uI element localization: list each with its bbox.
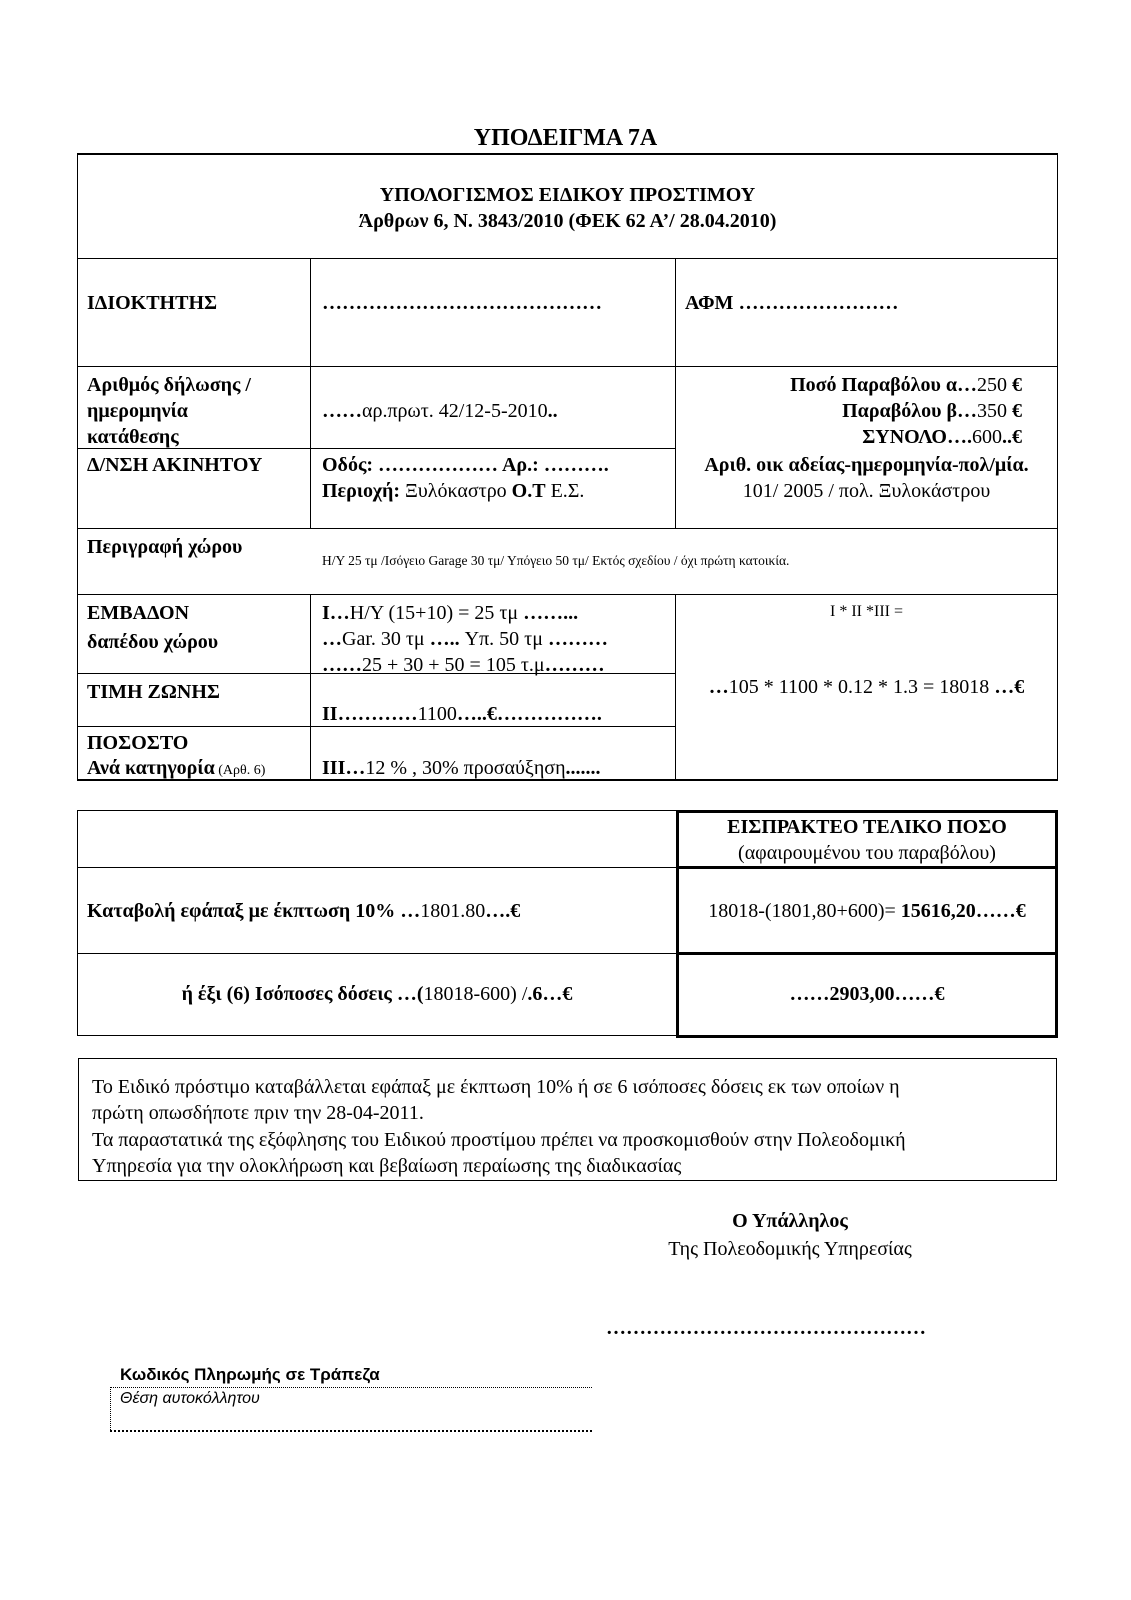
percentage-label-1: ΠΟΣΟΣΤΟ bbox=[87, 732, 189, 754]
declaration-label-2: ημερομηνία bbox=[87, 400, 188, 422]
signature-subtitle: Της Πολεοδομικής Υπηρεσίας bbox=[668, 1238, 912, 1260]
afm-label: ΑΦΜ bbox=[685, 292, 734, 314]
final-amount-subheader: (αφαιρουμένου του παραβόλου) bbox=[738, 842, 996, 864]
permit-label: Αριθ. οικ αδείας-ημερομηνία-πολ/μία. bbox=[704, 454, 1029, 476]
address-label: Δ/ΝΣΗ ΑΚΙΝΗΤΟΥ bbox=[87, 454, 263, 476]
notes-line-1: Το Ειδικό πρόστιμο καταβάλλεται εφάπαξ με έκπτωση 10% ή σε 6 ισόποσες δόσεις εκ των οποίων η bbox=[92, 1076, 900, 1098]
sticker-placeholder: Θέση αυτοκόλλητου bbox=[120, 1390, 260, 1407]
zone-price-value: ΙΙ…………1100…..€……………. bbox=[322, 703, 602, 725]
permit-value: 101/ 2005 / πολ. Ξυλοκάστρου bbox=[742, 480, 991, 502]
signature-title: Ο Υπάλληλος bbox=[732, 1210, 848, 1232]
percentage-value: ΙΙΙ…12 % , 30% προσαύξηση....... bbox=[322, 757, 601, 779]
area-label-1: ΕΜΒΑΔΟΝ bbox=[87, 602, 190, 624]
owner-label: ΙΔΙΟΚΤΗΤΗΣ bbox=[87, 292, 218, 314]
area-line-2: …Gar. 30 τμ ….. Υπ. 50 τμ ……… bbox=[322, 628, 608, 650]
declaration-value: ……αρ.πρωτ. 42/12-5-2010.. bbox=[322, 400, 558, 422]
formula-result: …105 * 1100 * 0.12 * 1.3 = 18018 …€ bbox=[708, 676, 1025, 698]
document-title: ΥΠΟΔΕΙΓΜΑ 7Α bbox=[473, 125, 658, 151]
afm-value: …………………… bbox=[738, 292, 899, 314]
area-line-3: ……25 + 30 + 50 = 105 τ.μ……… bbox=[322, 654, 605, 676]
notes-line-4: Υπηρεσία για την ολοκλήρωση και βεβαίωση περαίωσης της διαδικασίας bbox=[92, 1155, 682, 1177]
space-description-value: Η/Υ 25 τμ /Ισόγειο Garage 30 τμ/ Υπόγειο 50 τμ/ Εκτός σχεδίου / όχι πρώτη κατοικία. bbox=[322, 553, 790, 568]
area-label-2: δαπέδου χώρου bbox=[87, 631, 219, 653]
area-line-1: Ι…Η/Υ (15+10) = 25 τμ ……... bbox=[322, 602, 579, 624]
header-law-reference: Άρθρων 6, Ν. 3843/2010 (ΦΕΚ 62 Α’/ 28.04.2010) bbox=[358, 210, 777, 232]
final-amount-header: ΕΙΣΠΡΑΚΤΕΟ ΤΕΛΙΚΟ ΠΟΣΟ bbox=[727, 816, 1007, 838]
installment-amount: ……2903,00……€ bbox=[789, 983, 945, 1005]
bank-code-label: Κωδικός Πληρωμής σε Τράπεζα bbox=[120, 1365, 380, 1384]
lump-sum-final: 18018-(1801,80+600)= 15616,20……€ bbox=[708, 900, 1026, 922]
notes-line-2: πρώτη οπωσδήποτε πριν την 28-04-2011. bbox=[92, 1102, 424, 1124]
street-field: Οδός: ……………… Αρ.: ………. bbox=[322, 454, 609, 476]
signature-line: ………………………………………… bbox=[606, 1317, 926, 1339]
lump-sum-label: Καταβολή εφάπαξ με έκπτωση 10% …1801.80….€ bbox=[87, 900, 521, 922]
header-title: ΥΠΟΛΟΓΙΣΜΟΣ ΕΙΔΙΚΟΥ ΠΡΟΣΤΙΜΟΥ bbox=[379, 184, 756, 206]
percentage-label-2: Ανά κατηγορία (Αρθ. 6) bbox=[87, 757, 266, 779]
fee-b: Παραβόλου β…350 € bbox=[842, 400, 1022, 422]
afm-field bbox=[685, 290, 898, 316]
fee-total: ΣΥΝΟΛΟ….600..€ bbox=[862, 426, 1022, 448]
declaration-label-3: κατάθεσης bbox=[87, 426, 179, 448]
fee-a: Ποσό Παραβόλου α…250 € bbox=[790, 374, 1022, 396]
area-field: Περιοχή: Ξυλόκαστρο Ο.Τ Ε.Σ. bbox=[322, 480, 585, 502]
notes-line-3: Τα παραστατικά της εξόφλησης του Ειδικού προστίμου πρέπει να προσκομισθούν στην Πολεοδομική bbox=[92, 1129, 906, 1151]
declaration-label-1: Αριθμός δήλωσης / bbox=[87, 374, 251, 396]
installments-label: ή έξι (6) Ισόποσες δόσεις …(18018-600) /.6…€ bbox=[181, 983, 573, 1005]
formula-header: Ι * ΙΙ *ΙΙΙ = bbox=[830, 603, 903, 620]
space-description-label: Περιγραφή χώρου bbox=[87, 536, 243, 558]
zone-price-label: ΤΙΜΗ ΖΩΝΗΣ bbox=[87, 681, 220, 703]
owner-value: …………………………………… bbox=[322, 292, 602, 314]
